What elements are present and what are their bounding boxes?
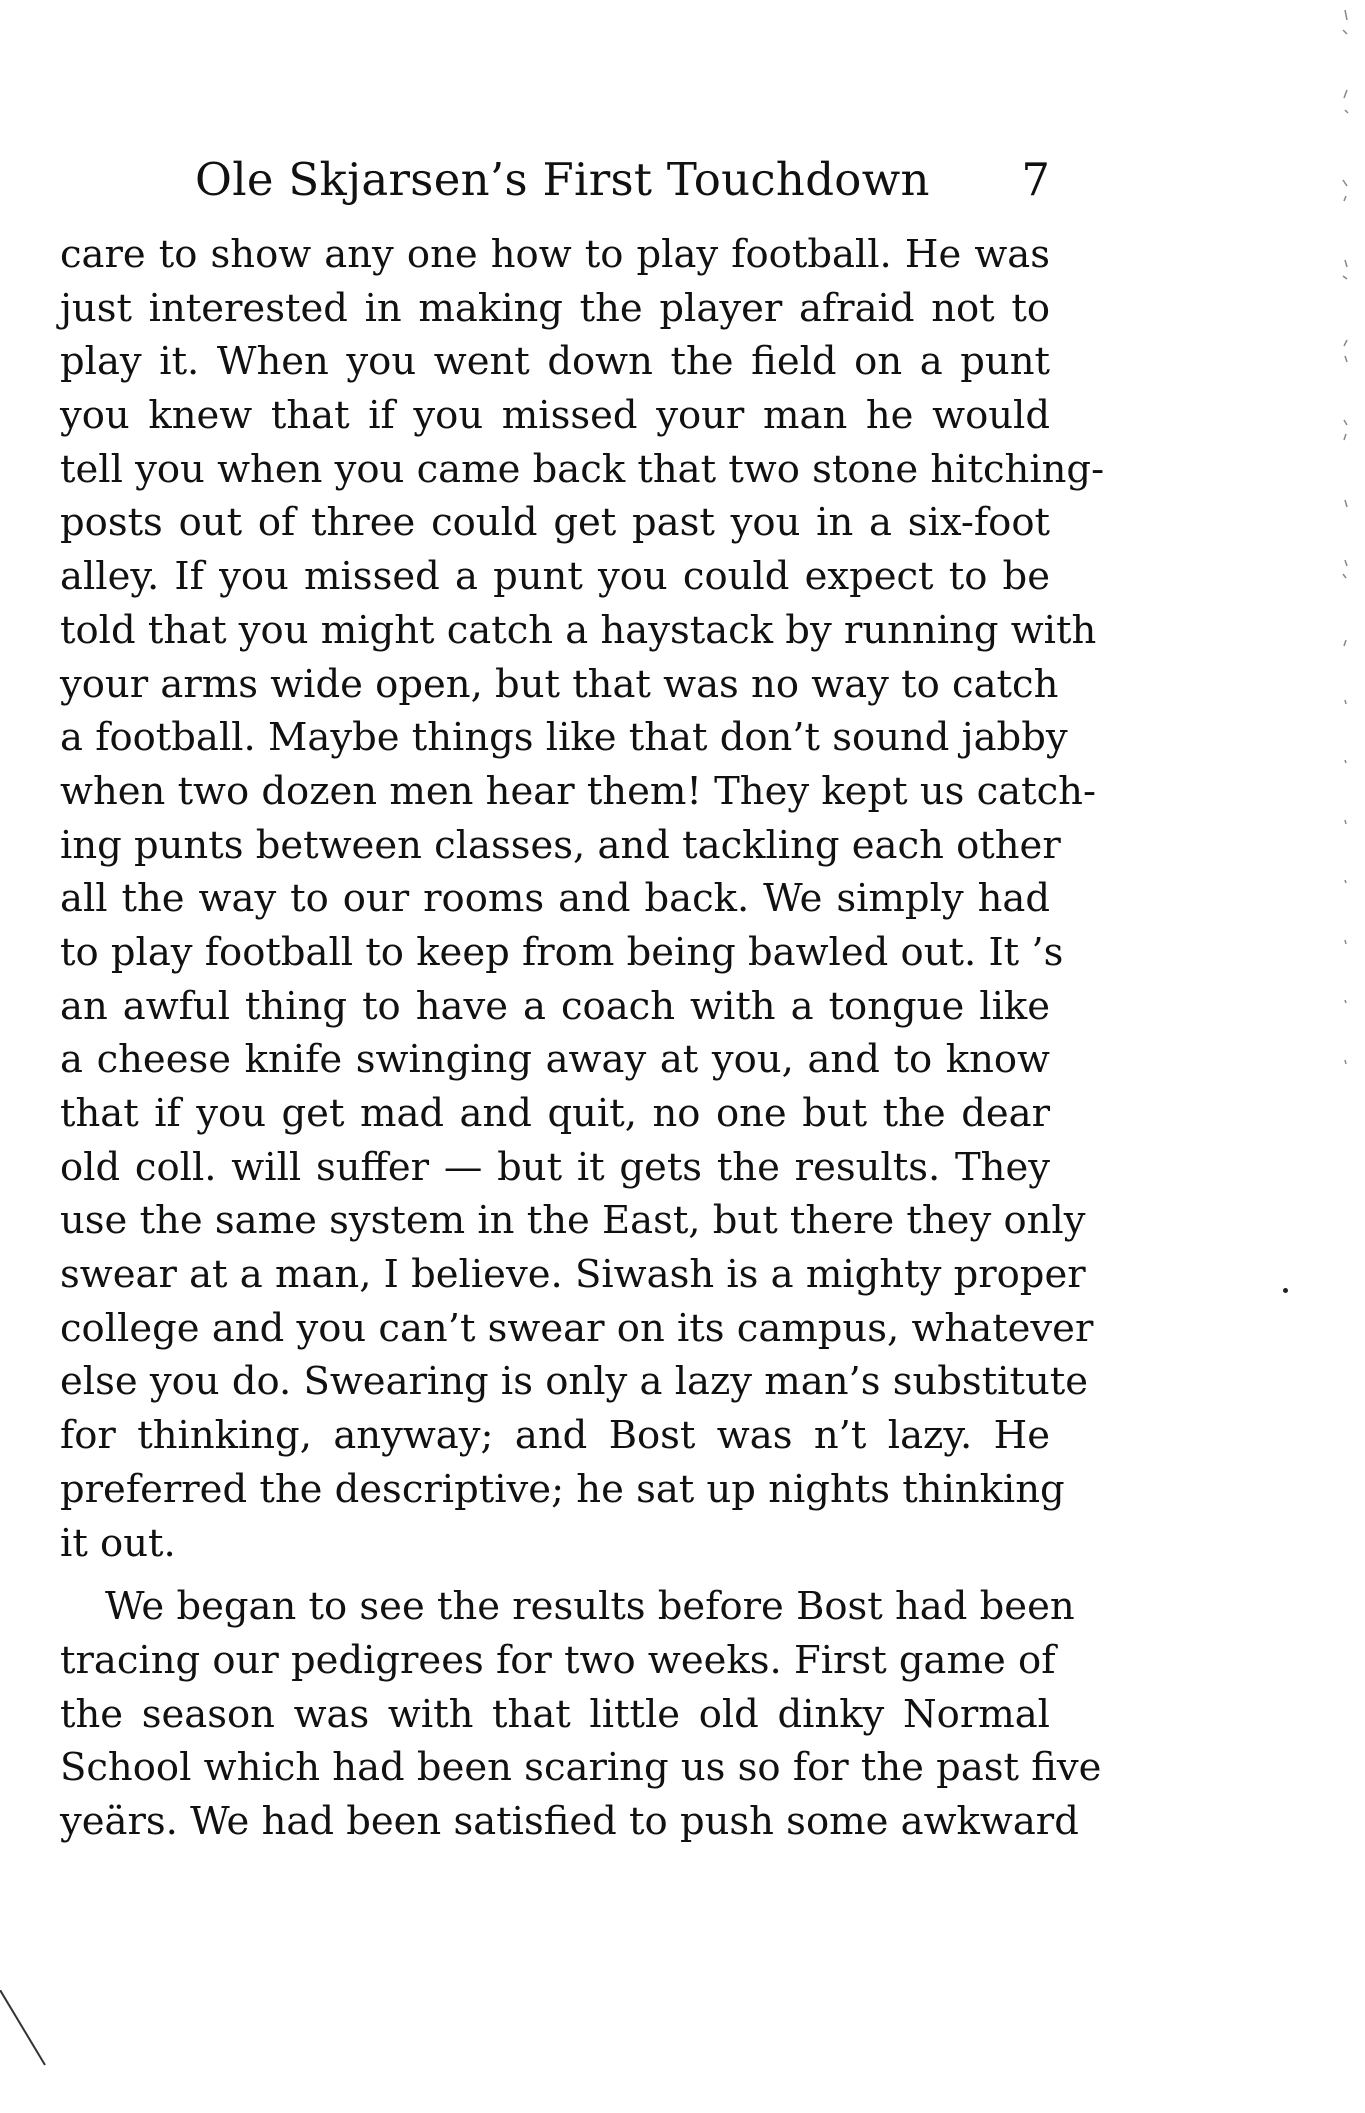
- text-line: tracing our pedigrees for two weeks. First game of: [60, 1637, 1056, 1683]
- text-line: a cheese knife swinging away at you, and to know: [60, 1037, 1050, 1083]
- text-line: preferred the descriptive; he sat up nights thinking: [60, 1466, 1065, 1512]
- text-line: ing punts between classes, and tackling each other: [60, 822, 1061, 868]
- text-line: old coll. will suffer — but it gets the results. They: [60, 1144, 1050, 1190]
- text-line: tell you when you came back that two stone hitching-: [60, 446, 1105, 492]
- text-line: else you do. Swearing is only a lazy man’s substitute: [60, 1359, 1088, 1405]
- text-line: all the way to our rooms and back. We simply had: [60, 876, 1050, 922]
- running-title: Ole Skjarsen’s First Touchdown: [195, 153, 930, 206]
- text-line: a football. Maybe things like that don’t sound jabby: [60, 715, 1068, 761]
- text-line: it out.: [60, 1520, 176, 1566]
- text-line: an awful thing to have a coach with a tongue like: [60, 983, 1050, 1029]
- paragraph: [60, 228, 1105, 1570]
- text-line: your arms wide open, but that was no way to catch: [60, 661, 1059, 707]
- page-header: [60, 150, 1050, 210]
- text-line: care to show any one how to play football. He was: [60, 232, 1050, 277]
- text-line: the season was with that little old dinky Normal: [60, 1691, 1050, 1737]
- text-line: posts out of three could get past you in a six-foot: [60, 500, 1050, 546]
- text-line: to play football to keep from being bawled out. It ’s: [60, 929, 1064, 975]
- body-text: [60, 228, 1105, 1849]
- paragraph-gap: [60, 1570, 1050, 1580]
- text-line: We began to see the results before Bost had been: [105, 1584, 1075, 1630]
- text-line: alley. If you missed a punt you could expect to be: [60, 554, 1050, 600]
- text-line: play it. When you went down the field on a punt: [60, 339, 1050, 385]
- text-line: you knew that if you missed your man he would: [60, 393, 1050, 439]
- page-number: 7: [1021, 153, 1050, 206]
- paragraph: [60, 1580, 1102, 1848]
- text-line: college and you can’t swear on its campus, whatever: [60, 1305, 1094, 1351]
- text-line: School which had been scaring us so for the past five: [60, 1745, 1102, 1791]
- text-line: that if you get mad and quit, no one but the dear: [60, 1091, 1050, 1136]
- text-line: for thinking, anyway; and Bost was n’t lazy. He: [60, 1413, 1050, 1459]
- text-line: just interested in making the player afraid not to: [60, 285, 1050, 331]
- margin-bleed-marks: [1325, 0, 1365, 1100]
- text-line: swear at a man, I believe. Siwash is a mighty proper: [60, 1252, 1086, 1298]
- text-line: use the same system in the East, but there they only: [60, 1198, 1086, 1244]
- text-line: when two dozen men hear them! They kept us catch-: [60, 768, 1096, 814]
- stray-dot: [1283, 1288, 1288, 1293]
- text-line: told that you might catch a haystack by running with: [60, 607, 1097, 653]
- corner-scratch-mark: [0, 1990, 60, 2070]
- text-line: yeärs. We had been satisfied to push some awkward: [60, 1798, 1079, 1844]
